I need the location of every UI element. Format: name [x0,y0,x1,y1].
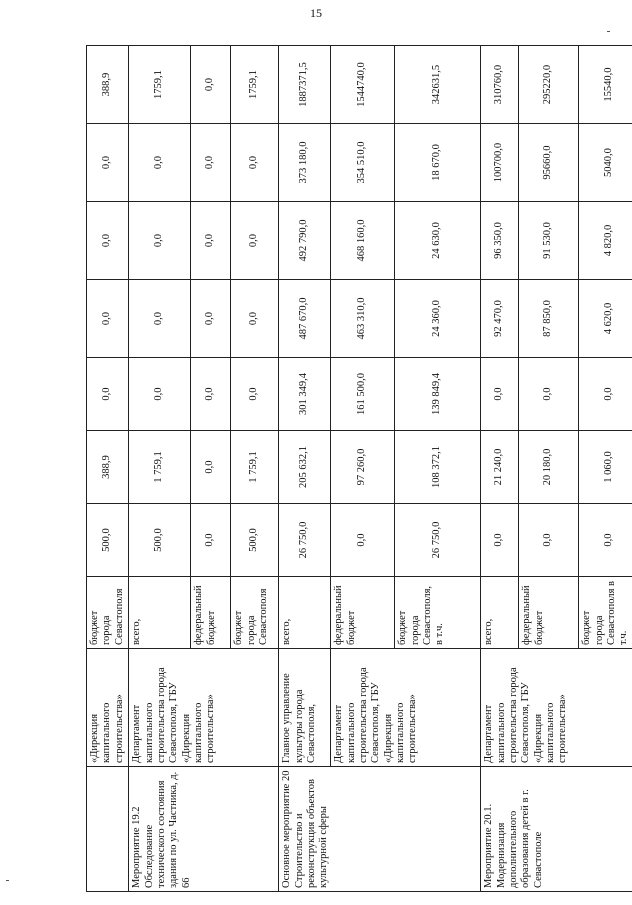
amount-cell: 0,0 [87,280,129,358]
budget-table [86,45,632,892]
event-cell: Мероприятие 19.2 Обследование технического состояния здания по ул. Частника, д. 66 [129,767,279,892]
amount-cell: 108 372,1 [395,431,481,504]
amount-cell: 0,0 [231,202,279,280]
funding-source-cell: всего, [279,577,331,649]
amount-cell: 1 759,1 [231,431,279,504]
executor-cell: «Дирекция капитального строительства» [87,649,129,767]
amount-cell: 15540,0 [579,46,632,124]
funding-source-cell: бюджет города Севастополя [231,577,279,649]
funding-source-cell: бюджет города Севастополя, в т.ч. [395,577,481,649]
amount-cell: 92 470,0 [481,280,519,358]
amount-cell: 0,0 [481,504,519,577]
table-body [87,46,632,892]
amount-cell: 1 060,0 [579,431,632,504]
amount-cell: 0,0 [331,504,395,577]
amount-cell: 0,0 [129,202,191,280]
table-row [87,46,129,892]
amount-cell: 0,0 [231,280,279,358]
amount-cell: 463 310,0 [331,280,395,358]
amount-cell: 1759,1 [129,46,191,124]
event-cell: Основное мероприятие 20 Строительство и реконструкция объектов культурной сферы [279,767,481,892]
amount-cell: 0,0 [191,202,231,280]
amount-cell: 487 670,0 [279,280,331,358]
amount-cell: 87 850,0 [519,280,579,358]
amount-cell: 26 750,0 [279,504,331,577]
funding-source-cell: бюджет города Севастополя в т.ч. [579,577,632,649]
amount-cell: 342631,5 [395,46,481,124]
amount-cell: 0,0 [519,358,579,431]
amount-cell: 0,0 [87,202,129,280]
amount-cell: 354 510,0 [331,124,395,202]
amount-cell: 0,0 [191,124,231,202]
amount-cell: 5040,0 [579,124,632,202]
rotated-page-area [86,46,632,892]
executor-cell: Департамент капитального строительства города Севастополя, ГБУ «Дирекция капитального строительства» [129,649,279,767]
executor-cell: Департамент капитального строительства города Севастополя, ГБУ «Дирекция капитального строительства» [331,649,481,767]
amount-cell: 91 530,0 [519,202,579,280]
amount-cell: 18 670,0 [395,124,481,202]
table-row [331,46,395,892]
scan-speck [607,31,610,32]
amount-cell: 492 790,0 [279,202,331,280]
amount-cell: 4 620,0 [579,280,632,358]
table-row [481,46,519,892]
amount-cell: 0,0 [579,358,632,431]
amount-cell: 1759,1 [231,46,279,124]
amount-cell: 500,0 [231,504,279,577]
amount-cell: 0,0 [87,358,129,431]
amount-cell: 24 630,0 [395,202,481,280]
amount-cell: 1887371,5 [279,46,331,124]
table-row [129,46,191,892]
amount-cell: 21 240,0 [481,431,519,504]
amount-cell: 96 350,0 [481,202,519,280]
amount-cell: 161 500,0 [331,358,395,431]
amount-cell: 468 160,0 [331,202,395,280]
amount-cell: 1 759,1 [129,431,191,504]
amount-cell: 301 349,4 [279,358,331,431]
amount-cell: 100700,0 [481,124,519,202]
executor-cell: Главное управление культуры города Севастополя, [279,649,331,767]
amount-cell: 373 180,0 [279,124,331,202]
rotated-table-container [86,46,632,892]
amount-cell: 0,0 [191,504,231,577]
amount-cell: 95660,0 [519,124,579,202]
amount-cell: 0,0 [129,280,191,358]
amount-cell: 205 632,1 [279,431,331,504]
amount-cell: 0,0 [191,46,231,124]
amount-cell: 0,0 [191,280,231,358]
amount-cell: 24 360,0 [395,280,481,358]
amount-cell: 388,9 [87,431,129,504]
funding-source-cell: федеральный бюджет [191,577,231,649]
funding-source-cell: всего, [481,577,519,649]
amount-cell: 388,9 [87,46,129,124]
executor-cell: Департамент капитального строительства города Севастополя, ГБУ «Дирекция капитального строительства» [481,649,632,767]
amount-cell: 0,0 [87,124,129,202]
amount-cell: 0,0 [191,431,231,504]
amount-cell: 0,0 [129,358,191,431]
amount-cell: 0,0 [481,358,519,431]
amount-cell: 310760,0 [481,46,519,124]
amount-cell: 0,0 [231,124,279,202]
amount-cell: 139 849,4 [395,358,481,431]
amount-cell: 20 180,0 [519,431,579,504]
amount-cell: 4 820,0 [579,202,632,280]
event-cell [87,767,129,892]
amount-cell: 0,0 [519,504,579,577]
funding-source-cell: бюджет города Севастополя [87,577,129,649]
amount-cell: 0,0 [579,504,632,577]
table-row [279,46,331,892]
funding-source-cell: всего, [129,577,191,649]
amount-cell: 1544740,0 [331,46,395,124]
funding-source-cell: федеральный бюджет [519,577,579,649]
event-cell: Мероприятие 20.1. Модернизация дополнительного образования детей в г. Севастополе [481,767,632,892]
amount-cell: 0,0 [129,124,191,202]
amount-cell: 500,0 [129,504,191,577]
page-number: 15 [310,6,322,20]
amount-cell: 500,0 [87,504,129,577]
amount-cell: 26 750,0 [395,504,481,577]
amount-cell: 97 260,0 [331,431,395,504]
amount-cell: 0,0 [231,358,279,431]
scan-speck [6,880,9,881]
amount-cell: 295220,0 [519,46,579,124]
amount-cell: 0,0 [191,358,231,431]
funding-source-cell: федеральный бюджет [331,577,395,649]
